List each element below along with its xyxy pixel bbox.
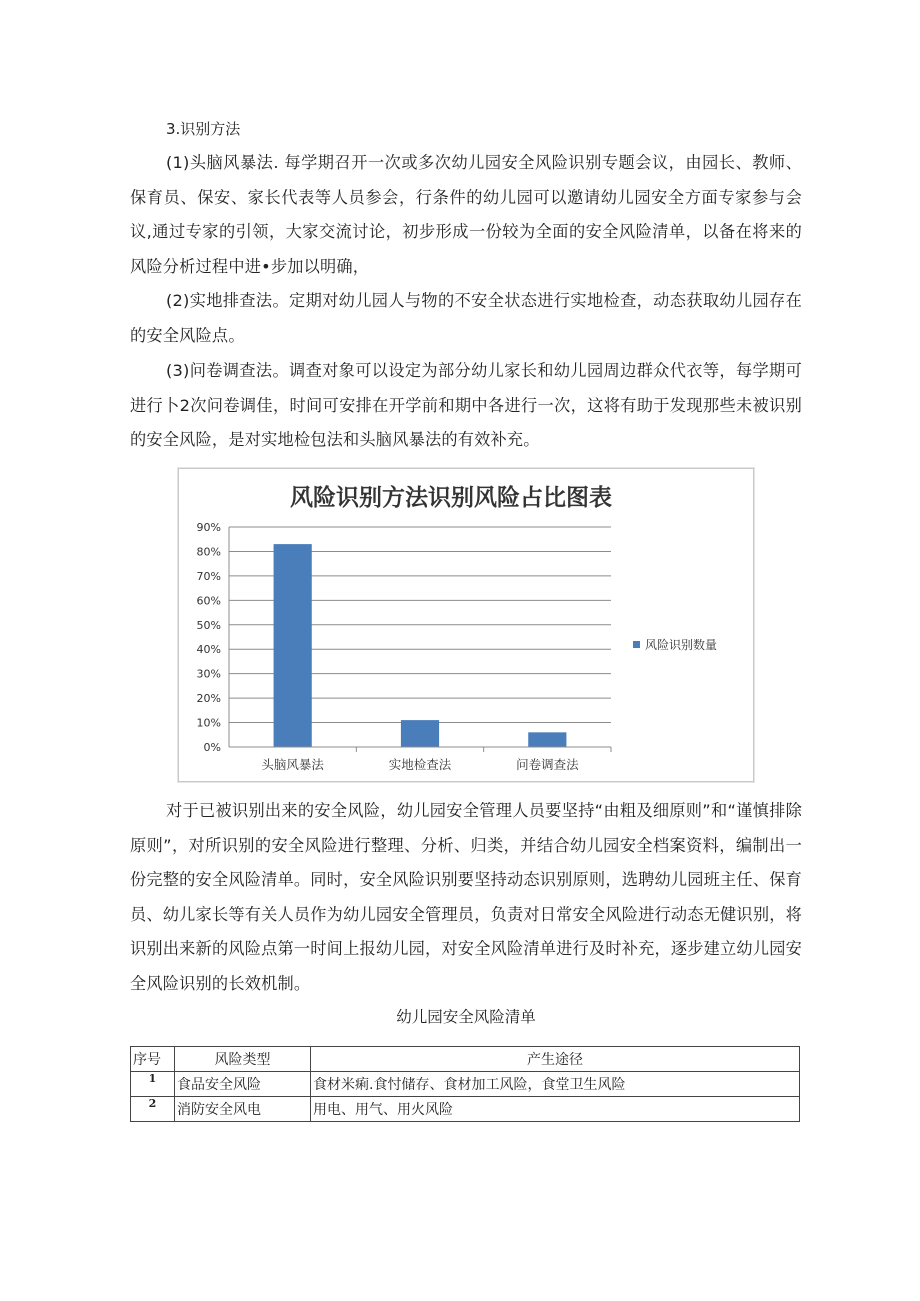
paragraph-brainstorming: (1)头脑风暴法. 每学期召开一次或多次幼儿园安全风险识别专题会议，由园长、教师、保育员、保安、家长代表等人员参会，行条件的幼儿园可以邀请幼儿园安全方面专家参与会议,通过专家的引领，大家交流讨论，初步形成一份较为全面的安全风险清单，以备在将来的风险分析过程中进•步加以明确， <box>130 153 802 276</box>
row-index: 2 <box>131 1097 175 1122</box>
row-index: 1 <box>131 1072 175 1097</box>
y-tick-label: 80% <box>196 545 221 559</box>
row-source: 用电、用气、用火风险 <box>311 1097 800 1122</box>
chart-title: 风险识别方法识别风险占比图表 <box>290 485 612 511</box>
y-tick-label: 90% <box>196 521 221 534</box>
x-tick-label: 头脑风暴法 <box>261 757 324 772</box>
y-tick-label: 50% <box>196 618 221 632</box>
legend-label: 风险识别数量 <box>645 638 718 652</box>
y-tick-label: 60% <box>196 594 221 608</box>
y-tick-label: 30% <box>196 667 221 681</box>
y-tick-label: 20% <box>196 692 221 706</box>
table-row <box>131 1072 800 1097</box>
y-tick-label: 0% <box>203 741 221 754</box>
table-caption: 幼儿园安全风险清单 <box>396 1008 536 1026</box>
y-tick-label: 70% <box>196 569 221 583</box>
header-index: 序号 <box>131 1047 175 1072</box>
paragraph-summary: 对于已被识别出来的安全风险，幼儿园安全管理人员要坚持“由粗及细原则”和“谨慎排除原则”，对所识别的安全风险进行整理、分析、归类，并结合幼儿园安全档案资料，编制出一份完整的安全风险清单。同时，安全风险识别要坚持动态识别原则，选聘幼儿园班主任、保育员、幼儿家长等有关人员作为幼儿园安全管理员，负责对日常安全风险进行动态无健识别，将识别出来新的风险点第一时间上报幼儿园，对安全风险清单进行及时补充，逐步建立幼儿园安全风险识别的长效机制。 <box>130 801 802 993</box>
x-tick-label: 实地检查法 <box>388 757 452 772</box>
risk-list-table <box>130 1046 800 1122</box>
paragraph-questionnaire: (3)问卷调查法。调查对象可以设定为部分幼儿家长和幼儿园周边群众代衣等，每学期可进行卜2次问卷调佳，时间可安排在开学前和期中各进行一次，这将有助于发现那些未被识别的安全风险，是对实地检包法和头脑风暴法的有效补充。 <box>130 361 802 449</box>
table-header-row <box>131 1047 800 1072</box>
legend-swatch <box>633 641 640 648</box>
bar <box>274 544 312 747</box>
bar <box>401 720 439 747</box>
section-heading: 3.识别方法 <box>166 120 241 138</box>
chart-canvas <box>179 469 753 781</box>
y-tick-label: 40% <box>196 643 221 657</box>
x-tick-label: 问卷调查法 <box>516 757 579 772</box>
table-row <box>131 1097 800 1122</box>
risk-method-chart <box>178 468 754 782</box>
row-risk-type: 食品安全风险 <box>175 1072 311 1097</box>
row-risk-type: 消防安全风电 <box>175 1097 311 1122</box>
header-source: 产生途径 <box>311 1047 800 1072</box>
row-source: 食材米痢.食忖储存、食材加工风险，食堂卫生风险 <box>311 1072 800 1097</box>
y-tick-label: 10% <box>196 716 221 730</box>
paragraph-field-inspection: (2)实地排查法。定期对幼儿园人与物的不安全状态进行实地检查，动态获取幼儿园存在的安全风险点。 <box>130 291 802 345</box>
header-risk-type: 风险类型 <box>175 1047 311 1072</box>
bar <box>528 732 566 747</box>
